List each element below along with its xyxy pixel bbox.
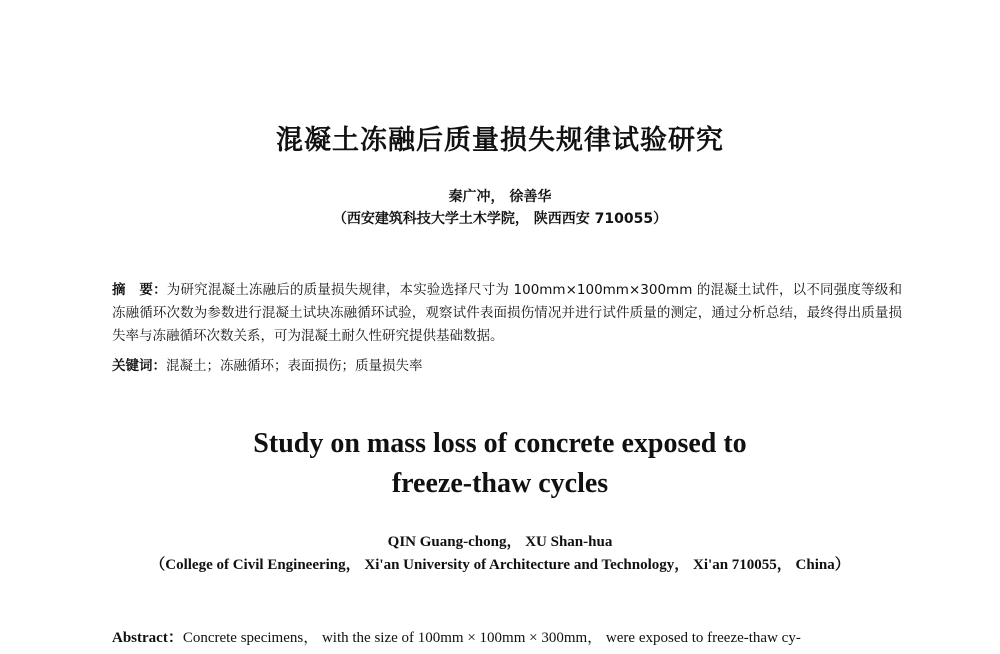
english-abstract <box>112 626 908 647</box>
english-affiliation: （College of Civil Engineering， Xi'an University of Architecture and Technology， Xi'an 710055， China） <box>150 557 850 573</box>
chinese-abstract <box>112 279 902 348</box>
chinese-keywords <box>112 354 902 374</box>
english-title-line-1: Study on mass loss of concrete exposed to <box>253 428 747 459</box>
english-abstract-text: Concrete specimens， with the size of 100mm × 100mm × 300mm， were exposed to freeze-thaw cy- <box>182 630 801 646</box>
english-abstract-label: Abstract： <box>112 630 183 646</box>
chinese-affiliation: （西安建筑科技大学土木学院， 陕西西安 710055） <box>332 211 668 227</box>
english-title <box>0 424 1000 504</box>
chinese-keywords-text: 混凝土；冻融循环；表面损伤；质量损失率 <box>166 358 423 374</box>
english-title-line-2: freeze-thaw cycles <box>391 468 609 499</box>
chinese-authors: 秦广冲， 徐善华 <box>448 189 552 205</box>
chinese-title: 混凝土冻融后质量损失规律试验研究 <box>276 125 724 156</box>
chinese-abstract-text: 为研究混凝土冻融后的质量损失规律，本实验选择尺寸为 100mm×100mm×300mm 的混凝土试件，以不同强度等级和冻融循环次数为参数进行混凝土试块冻融循环试验，观察试件表面损伤情况并进行试件质量的测定，通过分析总结，最终得出质量损失率与冻融循环次数关系，可为混凝土耐久性研究提供基础数据。 <box>112 282 902 344</box>
chinese-keywords-label: 关键词： <box>112 358 166 374</box>
english-authors: QIN Guang-chong， XU Shan-hua <box>387 534 613 550</box>
chinese-abstract-label: 摘 要： <box>112 282 167 298</box>
